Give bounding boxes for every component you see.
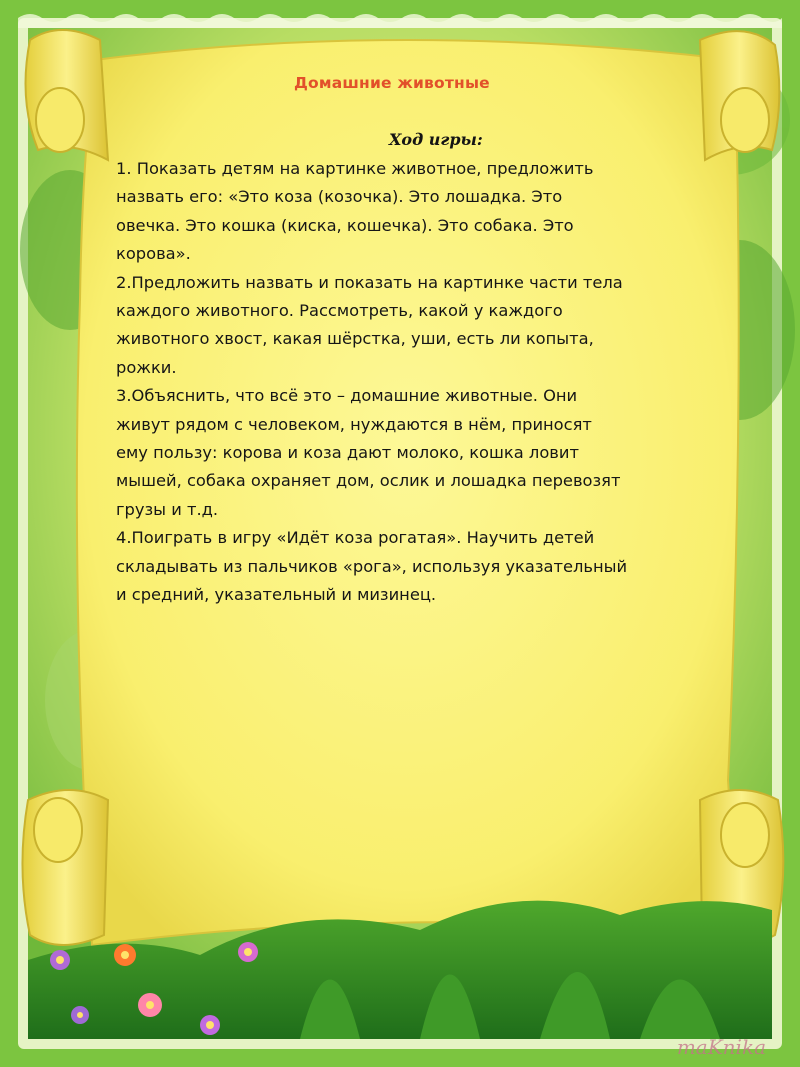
step-4: 4.Поиграть в игру «Идёт коза рогатая». Научить детей складывать из пальчиков «рога», используя указательный и средний, указательный и мизинец.	[116, 528, 628, 605]
document-title: Домашние животные	[294, 74, 490, 92]
document-subtitle: Ход игры:	[389, 130, 483, 149]
step-1: 1. Показать детям на картинке животное, предложить назвать его: «Это коза (козочка). Это лошадка. Это овечка. Это кошка (киска, кошечка). Это собака. Это корова».	[116, 159, 594, 264]
instructions-body	[116, 155, 716, 610]
watermark-logo: maKnika	[676, 1035, 766, 1059]
step-3: 3.Объяснить, что всё это – домашние животные. Они живут рядом с человеком, нуждаются в нём, приносят ему пользу: корова и коза дают молоко, кошка ловит мышей, собака охраняет дом, ослик и лошадка перевозят грузы и т.д.	[116, 386, 621, 519]
step-2: 2.Предложить назвать и показать на картинке части тела каждого животного. Рассмотреть, какой у каждого животного хвост, какая шёрстка, уши, есть ли копыта, рожки.	[116, 272, 623, 377]
